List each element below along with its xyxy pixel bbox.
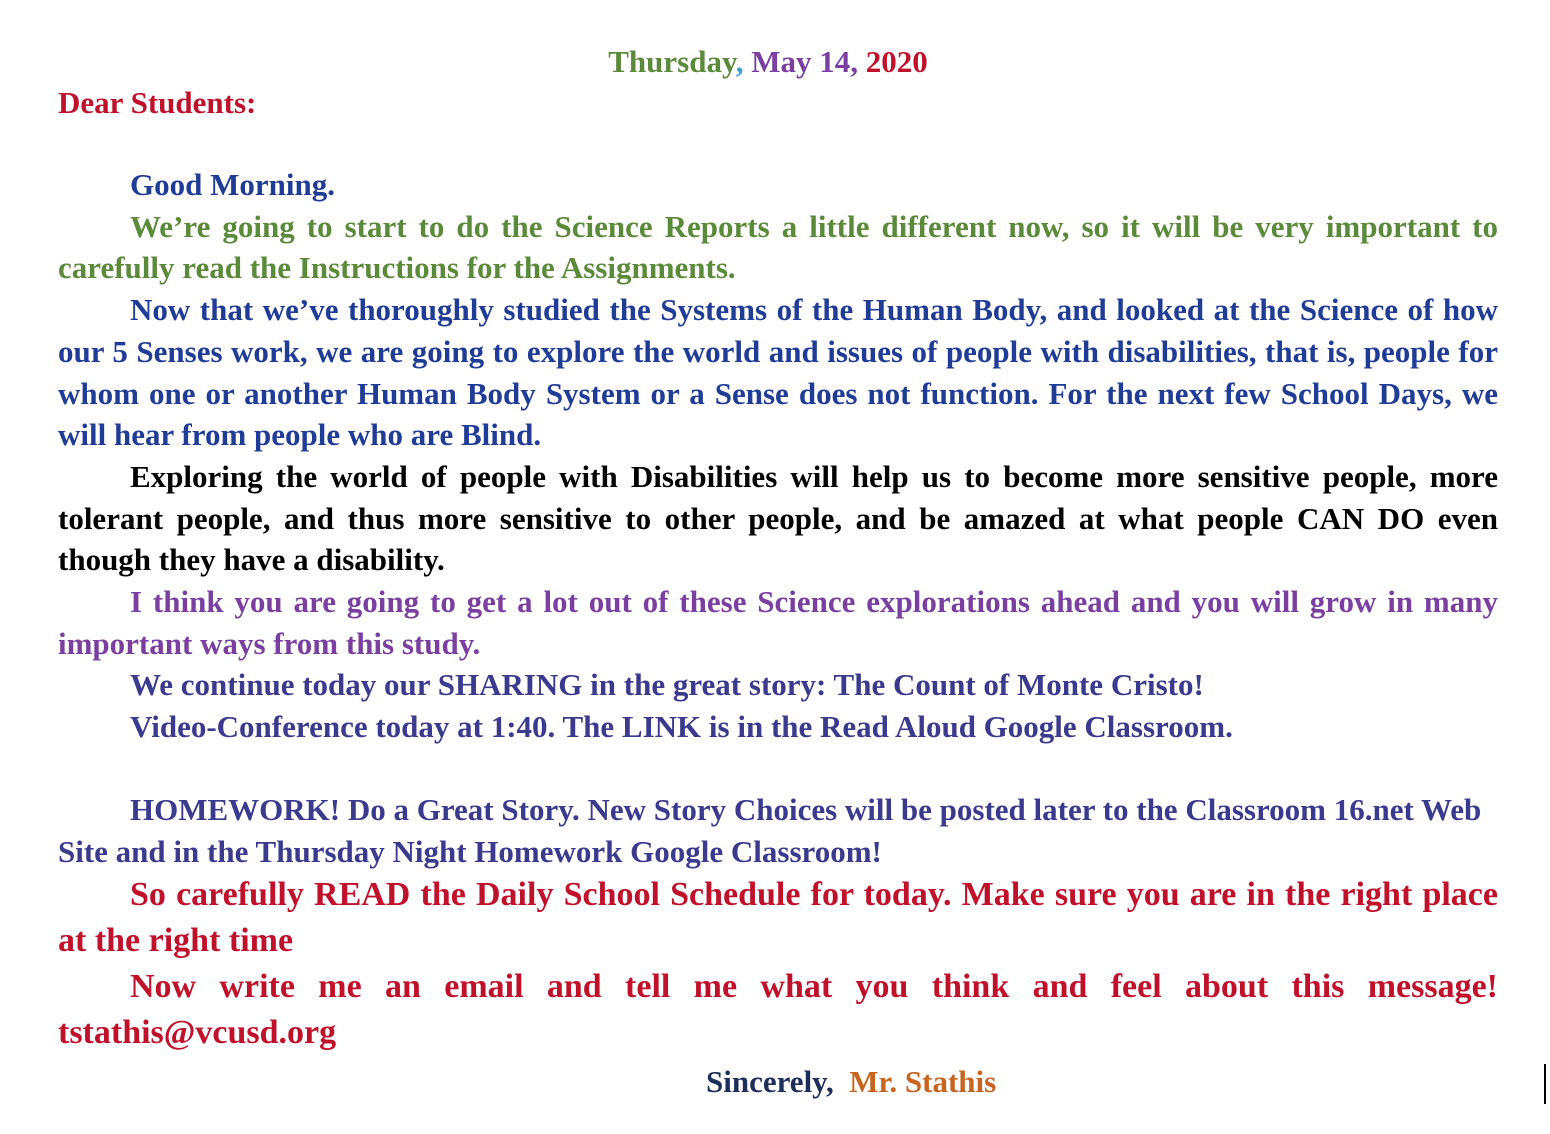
paragraph-explorations: I think you are going to get a lot out of these Science explorations ahead and you will grow in many important ways from this study. [58,584,1498,661]
paragraph-human-body: Now that we’ve thoroughly studied the Systems of the Human Body, and looked at the Science of how our 5 Senses work, we are going to explore the world and issues of people with disabilities, that is, people for whom one or another Human Body System or a Sense does not function. For the next few School Days, we will hear from people who are Blind. [58,292,1498,453]
text-cursor [1544,1064,1546,1104]
letter-closing [706,1062,996,1102]
salutation: Dear Students: [58,85,257,120]
paragraph-disabilities: Exploring the world of people with Disabilities will help us to become more sensitive people, more tolerant people, and thus more sensitive to other people, and be amazed at what people CAN DO even though they have a disability. [58,458,1498,578]
date-weekday: Thursday [608,44,736,79]
paragraph-greeting: Good Morning. [130,167,335,202]
date-year: 2020 [865,44,928,79]
letter-body [58,42,1498,1056]
paragraph-schedule: So carefully READ the Daily School Schedule for today. Make sure you are in the right place at the right time [58,876,1498,960]
paragraph-email: Now write me an email and tell me what you think and feel about this message! tstathis@vcusd.org [58,968,1498,1052]
letter-date [38,42,1498,82]
closing-sincerely: Sincerely, [706,1064,834,1099]
paragraph-science-reports: We’re going to start to do the Science Reports a little different now, so it will be very important to carefully read the Instructions for the Assignments. [58,208,1498,286]
date-comma: , [735,44,744,79]
closing-signature-name: Mr. Stathis [849,1064,997,1099]
paragraph-sharing: We continue today our SHARING in the great story: The Count of Monte Cristo! [130,667,1204,703]
date-month-day: May 14, [751,44,859,79]
paragraph-video-conference: Video-Conference today at 1:40. The LINK is in the Read Aloud Google Classroom. [130,709,1233,745]
paragraph-homework: HOMEWORK! Do a Great Story. New Story Choices will be posted later to the Classroom 16.net Web Site and in the Thursday Night Homework Google Classroom! [58,791,1482,869]
